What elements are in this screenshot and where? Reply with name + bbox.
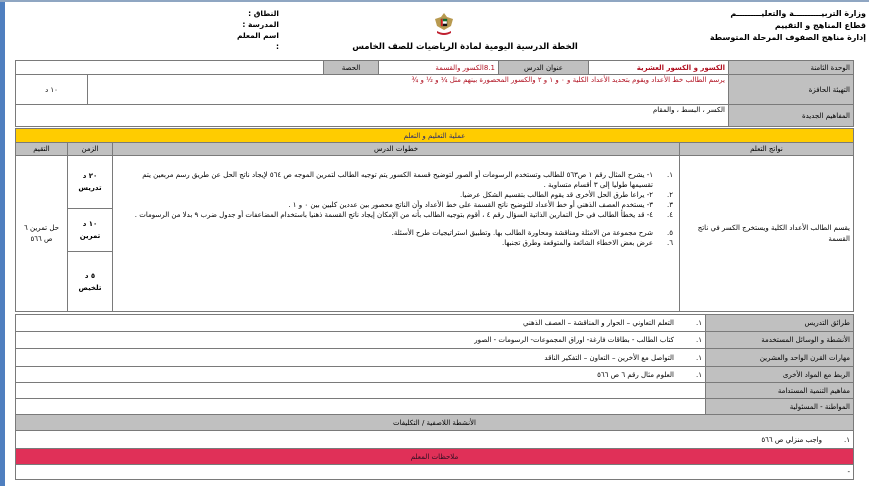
column-header-outcomes: نواتج التعلم [680, 143, 854, 156]
teaching-methods-value[interactable]: ١.التعلم التعاوني – الحوار و المناقشة – العصف الذهني [16, 315, 706, 332]
teaching-methods-label: طرائق التدريس [706, 315, 854, 332]
cross-subject-label: الربط مع المواد الأخرى [706, 367, 854, 383]
ministry-block [710, 8, 866, 44]
lesson-step: ٣. ٣- يستخدم العصف الذهني أو خط الأعداد للتوضيح ناتج القسمة على خط الأعداد وأن الناتج محصور بين عددين كليين بين ٠ و ١ . [288, 201, 673, 209]
column-header-time: الزمن [68, 143, 113, 156]
warmup-label: التهيئة الحافزة [729, 75, 854, 105]
citizenship-label: المواطنة - المسئولية [706, 399, 854, 415]
concepts-value[interactable]: الكسر ، البسط ، والمقام [16, 105, 729, 127]
ministry-line: وزارة التربيــــــــــة والتعليـــــــــم [730, 9, 866, 18]
page-title: الخطة الدرسية اليومية لمادة الرياضيات للصف الخامس [352, 42, 578, 52]
ministry-line: إدارة مناهج الصفوف المرحلة المتوسطة [709, 33, 866, 42]
lesson-title-value[interactable]: 8.1الكسور والقسمة [379, 61, 499, 75]
activities-value[interactable]: ١.كتاب الطالب - بطاقات فارغة- اوراق المجموعات- الرسومات - الصور [16, 332, 706, 349]
time-block-teaching[interactable]: ٢٠ د تدريس [68, 156, 113, 209]
detail-row [16, 332, 854, 349]
lesson-step: ٢. ٢- يراعا طرق الحل الأخرى قد يقوم الطالب بتقسيم الشكل عرضيا. [460, 191, 673, 199]
lesson-step: ٤. ٤- قد يخطأ الطالب في حل التمارين الذاتية السؤال رقم ٤ ، أقوم بتوجيه الطالب بأنه من الإمكان إيجاد ناتج القسمة ذهنيا باستخدام المضاعفات أو جدول ضرب ٩ بدلا من الرسومات . [134, 211, 673, 219]
teacher-notes-value[interactable]: - [16, 465, 854, 480]
region-field: النطاق : [248, 9, 279, 18]
lesson-plan-page [15, 2, 869, 486]
skills-label: مهارات القرن الواحد والعشرين [706, 349, 854, 367]
time-block-practice[interactable]: ١٠ د تمرين [68, 209, 113, 252]
teacher-notes-title: ملاحظات المعلم [16, 449, 854, 465]
teacher-field: اسم المعلم [236, 31, 279, 40]
column-header-assessment: التقيم [16, 143, 68, 156]
column-header-steps: خطوات الدرس [113, 143, 680, 156]
skills-value[interactable]: ١.التواصل مع الأخرين – التعاون – التفكير الناقد [16, 349, 706, 367]
lesson-steps[interactable] [113, 156, 680, 312]
detail-row [16, 383, 854, 399]
lesson-step: ٦. عرض بعض الاخطاء الشائعة والمتوقعة وطرق تجنبها. [502, 239, 673, 247]
lesson-step: ١. ١- يشرح المثال رقم ١ ص٥٦٣ للطالب وتستخدم الرسومات أو الصور لتوضيح قسمة الكسور يتم توجيه الطالب لتمرين الموجه ص ٥٦٤ لإيجاد ناتج الحل عن طريق رسم مربعين يتم تقسيمها طوليا إلى ٣ أقسام متساوية . [142, 171, 673, 189]
unit-label: الوحدة الثامنة [729, 61, 854, 75]
school-field: المدرسة : [242, 20, 279, 29]
process-table [15, 128, 854, 312]
ministry-line: قطاع المناهج و التقييم [774, 21, 866, 30]
uae-emblem-icon [433, 12, 455, 38]
lesson-title-label: عنوان الدرس [499, 61, 589, 75]
lesson-info-table [15, 60, 854, 127]
school-info-block [237, 8, 279, 52]
teacher-field-colon: : [276, 42, 279, 51]
detail-row [16, 315, 854, 332]
cross-subject-value[interactable]: ١.العلوم مثال رقم ٦ ص ٥٦٦ [16, 367, 706, 383]
detail-row [16, 349, 854, 367]
period-value[interactable] [16, 61, 324, 75]
detail-row [16, 399, 854, 415]
assessment-value[interactable]: حل تمرين ٦ ص ٥٦٦ [16, 156, 68, 312]
concepts-label: المفاهيم الجديدة [729, 105, 854, 127]
period-label: الحصة [324, 61, 379, 75]
sustainability-value[interactable] [16, 383, 706, 399]
citizenship-value[interactable] [16, 399, 706, 415]
warmup-value[interactable]: يرسم الطالب خط الأعداد ويقوم بتحديد الأعداد الكلية و ٠ و ١ و ٢ والكسور المحصورة بينهم مثل ¼ و ½ و ¾ [88, 75, 729, 105]
document-header [15, 2, 869, 60]
homework-value[interactable]: ١.واجب منزلي ص ٥٦٦ [16, 431, 854, 449]
details-table [15, 314, 854, 480]
detail-row [16, 367, 854, 383]
window-edge [0, 0, 5, 486]
homework-section-title: الأنشطة اللاصفية / التكليفات [16, 415, 854, 431]
process-section-title: عملية التعليم و التعلم [16, 129, 854, 143]
unit-value[interactable]: الكسور و الكسور العشرية [589, 61, 729, 75]
time-block-summary[interactable]: ٥ د تلخيص [68, 252, 113, 312]
lesson-step: ٥. شرح مجموعة من الامثلة ومناقشة ومحاورة الطالب بها. وتطبيق استراتيجيات طرح الأسئلة. [391, 229, 673, 237]
sustainability-label: مفاهيم التنمية المستدامة [706, 383, 854, 399]
activities-label: الأنشطة و الوسائل المستخدمة [706, 332, 854, 349]
warmup-time[interactable]: ١٠ د [16, 75, 88, 105]
learning-outcome[interactable]: يقسم الطالب الأعداد الكلية ويستخرج الكسر في ناتج القسمة [680, 156, 854, 312]
